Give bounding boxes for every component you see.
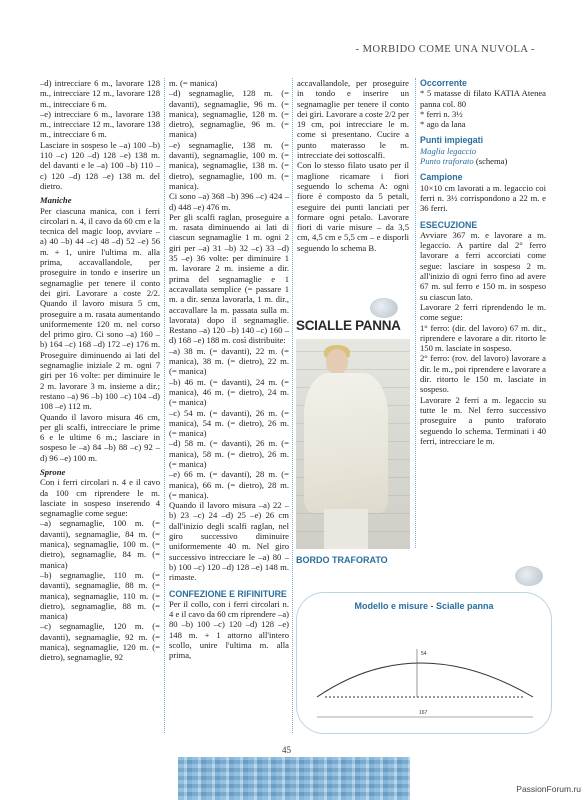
diagram-svg (297, 593, 551, 733)
section-heading-occorrente: Occorrente (420, 78, 467, 88)
paragraph: 2° ferro: (rov. del lavoro) lavorare a dir. le m., poi riprendere e lavorare a dir. ritorto le 150 m. lasciate in sospeso. (420, 353, 546, 395)
paragraph: Con lo stesso filato usato per il maglione ricamare i fiori seguendo lo schema A: ogni fiore è composto da 5 petali, eseguire dei punti lanciati per formare ogni petalo. Lavorare fiori di varie misure – da 3,5 cm, 4,5 cm e 5,5 cm – e disporli seguendo lo schema B. (297, 160, 409, 253)
knit-texture-strip (178, 757, 410, 800)
column-divider (164, 78, 165, 733)
column-divider (292, 78, 293, 733)
paragraph: 1° ferro: (dir. del lavoro) 67 m. dir., riprendere e lavorare a dir. ritorto le 150 m. lasciate in sospeso. (420, 322, 546, 354)
paragraph: Avviare 367 m. e lavorare a m. legaccio. A partire dal 2° ferro lavorare a ferri accorciati come segue: lasciare in sospeso 2 m. all'inizio di ogni ferro fino ad avere 67 m. sul ferro e 150 m. in sospeso su ciascun lato. (420, 229, 546, 302)
paragraph: –e) segnamaglie, 138 m. (= davanti), segnamaglie, 100 m. (= manica), segnamaglie, 138 m. (= dietro), segnamaglie, 100 m. (= manica). (169, 139, 289, 191)
site-watermark: PassionForum.ru (516, 784, 581, 794)
border-caption: BORDO TRAFORATO (296, 555, 388, 565)
height-label: 54 (421, 651, 427, 657)
section-heading-punti: Punti impiegati (420, 135, 484, 146)
photo-legs (324, 509, 368, 549)
paragraph: –e) intrecciare 6 m., lavorare 138 m., intrecciare 12 m., lavorare 138 m., intrecciare 6 m. (40, 108, 160, 140)
shawl-diagram (296, 592, 552, 734)
stitch-item (420, 156, 546, 166)
section-heading-maniche: Maniche (40, 195, 72, 206)
page-number: 45 (282, 745, 291, 755)
shawl-outline (317, 663, 533, 697)
paragraph: Quando il lavoro misura –a) 22 –b) 23 –c) 24 –d) 25 –e) 26 cm dall'inizio degli scalfi raglan, nel giro successivo diminuire uniformemente 40 m. Nel giro successivo intrecciare le –a) 80 –b) 100 –c) 120 –d) 128 –e) 148 m. rimaste. (169, 500, 289, 583)
section-heading-campione: Campione (420, 172, 463, 183)
paragraph: –c) 54 m. (= davanti), 26 m. (= manica), 54 m. (= dietro), 26 m. (= manica) (169, 407, 289, 439)
paragraph: –a) segnamaglie, 100 m. (= davanti), segnamaglie, 84 m. (= manica), segnamaglie, 100 m. (= dietro), segnamaglie, 84 m. (= manica) (40, 518, 160, 570)
photo-head (326, 349, 348, 375)
column-3 (297, 78, 409, 253)
paragraph: –a) 38 m. (= davanti), 22 m. (= manica), 38 m. (= dietro), 22 m. (= manica) (169, 345, 289, 377)
column-divider (415, 78, 416, 548)
column-1 (40, 78, 160, 663)
stitch-item: Maglia legaccio (420, 145, 477, 156)
shawl-title: SCIALLE PANNA (296, 318, 401, 333)
section-heading-confezione: CONFEZIONE E RIFINITURE (169, 588, 287, 599)
materials-item: * ago da lana (420, 119, 466, 130)
paragraph: Con i ferri circolari n. 4 e il cavo da 100 cm riprendere le m. lasciate in sospeso inserendo 4 segnamaglie come segue: (40, 477, 160, 519)
paragraph: Lasciare in sospeso le –a) 100 –b) 110 –c) 120 –d) 128 –e) 138 m. del davanti e le –a) 100 –b) 110 –c) 120 –d) 128 –e) 138 m. del dietro. (40, 139, 160, 191)
paragraph: –b) segnamaglie, 110 m. (= davanti), segnamaglie, 88 m. (= manica), segnamaglie, 110 m. (= dietro), segnamaglie, 88 m. (= manica) (40, 569, 160, 622)
paragraph: Per il collo, con i ferri circolari n. 4 e il cavo da 60 cm riprendere –a) 80 –b) 100 –c) 120 –d) 128 –e) 148 m. + 1 attorno all'intero scollo, unire l'ultima m. alla prima, (169, 598, 289, 661)
paragraph: accavallandole, per proseguire in tondo e inserire un segnamaglie per tenere il conto dei giri. Lavorare a coste 2/2 per 19 cm, poi intrecciare le m. come si presentano. Cucire a punto materasso le m. intrecciate dei sottoscalfi. (297, 78, 409, 161)
yarn-ball-icon (515, 566, 543, 586)
paragraph: 10×10 cm lavorati a m. legaccio coi ferri n. 3½ corrispondono a 22 m. e 36 ferri. (420, 182, 546, 214)
column-2 (169, 78, 289, 661)
shawl-photo (296, 339, 410, 549)
paragraph: Lavorare 2 ferri riprendendo le m. come segue: (420, 301, 546, 323)
column-4 (420, 78, 546, 446)
materials-item: * 5 matasse di filato KATIA Atenea panna col. 80 (420, 88, 546, 109)
stitch-name: Punto traforato (420, 156, 474, 167)
paragraph: Quando il lavoro misura 46 cm, per gli scalfi, intrecciare le prime 6 e le ultime 6 m.; lasciare in sospeso le –a) 84 –b) 88 –c) 92 –d) 96 –e) 100 m. (40, 411, 160, 463)
paragraph: –d) 58 m. (= davanti), 26 m. (= manica), 58 m. (= dietro), 26 m. (= manica) (169, 438, 289, 469)
section-heading-sprone: Sprone (40, 466, 66, 477)
section-heading-esecuzione: ESECUZIONE (420, 219, 478, 230)
paragraph: Per ciascuna manica, con i ferri circolari n. 4, il cavo da 60 cm e la tecnica del magic loop, avviare –a) 40 –b) 44 –c) 48 –d) 52 –e) 56 m. + 1, unire l'ultima m. alla prima, accavallandole, per proseguire in tondo e inserire un segnamaglie per tenere il conto dei giri. Lavorare a coste 2/2. Quando il lavoro misura 5 cm, proseguire a m. rasata aumentando uniformemente 120 m. nel corso del primo giro. Ci sono –a) 160 –b) 164 –c) 168 –d) 172 –e) 176 m. Proseguire diminuendo ai lati del segnamaglie iniziale 2 m. ogni 7 giri per 16 volte: per diminuire le 2 m. lavorare 3 m. insieme a dir.; restano –a) 96 –b) 100 –c) 104 –d) 108 –e) 112 m. (40, 205, 160, 412)
paragraph: Per gli scalfi raglan, proseguire a m. rasata diminuendo ai lati di ciascun segnamaglie 1 m. ogni 2 giri per –a) 31 –b) 32 –c) 33 –d) 35 –e) 36 volte: per diminuire 1 m. lavorare 2 m. insieme a dir. prima del segnamaglie e 1 accavallata semplice (= passare 1 m. a dir. senza lavorarla, 1 m. dir., accavallare la m. passata sulla m. lavorata) dopo il segnamaglie. Restano –a) 120 –b) 140 –c) 160 –d) 168 –e) 188 m. così distribuite: (169, 211, 289, 346)
paragraph: –d) segnamaglie, 128 m. (= davanti), segnamaglie, 96 m. (= manica), segnamaglie, 128 m. (= dietro), segnamaglie, 96 m. (= manica) (169, 88, 289, 140)
photo-shawl (304, 373, 388, 513)
paragraph: –c) segnamaglie, 120 m. (= davanti), segnamaglie, 92 m. (= manica), segnamaglie, 120 m. (= dietro), segnamaglie, 92 (40, 621, 160, 663)
paragraph: Ci sono –a) 368 –b) 396 –c) 424 –d) 448 –e) 476 m. (169, 191, 289, 212)
paragraph: –b) 46 m. (= davanti), 24 m. (= manica), 46 m. (= dietro), 24 m. (= manica) (169, 376, 289, 408)
stitch-note: (schema) (473, 156, 508, 167)
diagram-title: Modello e misure - Scialle panna (354, 601, 494, 611)
width-label: 167 (419, 710, 428, 716)
paragraph: –d) intrecciare 6 m., lavorare 128 m., intrecciare 12 m., lavorare 128 m., intrecciare 6 m. (40, 78, 160, 109)
paragraph: Lavorare 2 ferri a m. legaccio su tutte le m. Nel ferro successivo proseguire a punto traforato seguendo lo schema. Terminati i 40 ferri, intrecciare le m. (420, 394, 546, 446)
yarn-ball-icon (370, 298, 398, 318)
paragraph: m. (= manica) (169, 78, 218, 88)
paragraph: –e) 66 m. (= davanti), 28 m. (= manica), 66 m. (= dietro), 28 m. (= manica). (169, 469, 289, 500)
materials-item: * ferri n. 3½ (420, 108, 463, 119)
running-header: - MORBIDO COME UNA NUVOLA - (355, 44, 535, 55)
